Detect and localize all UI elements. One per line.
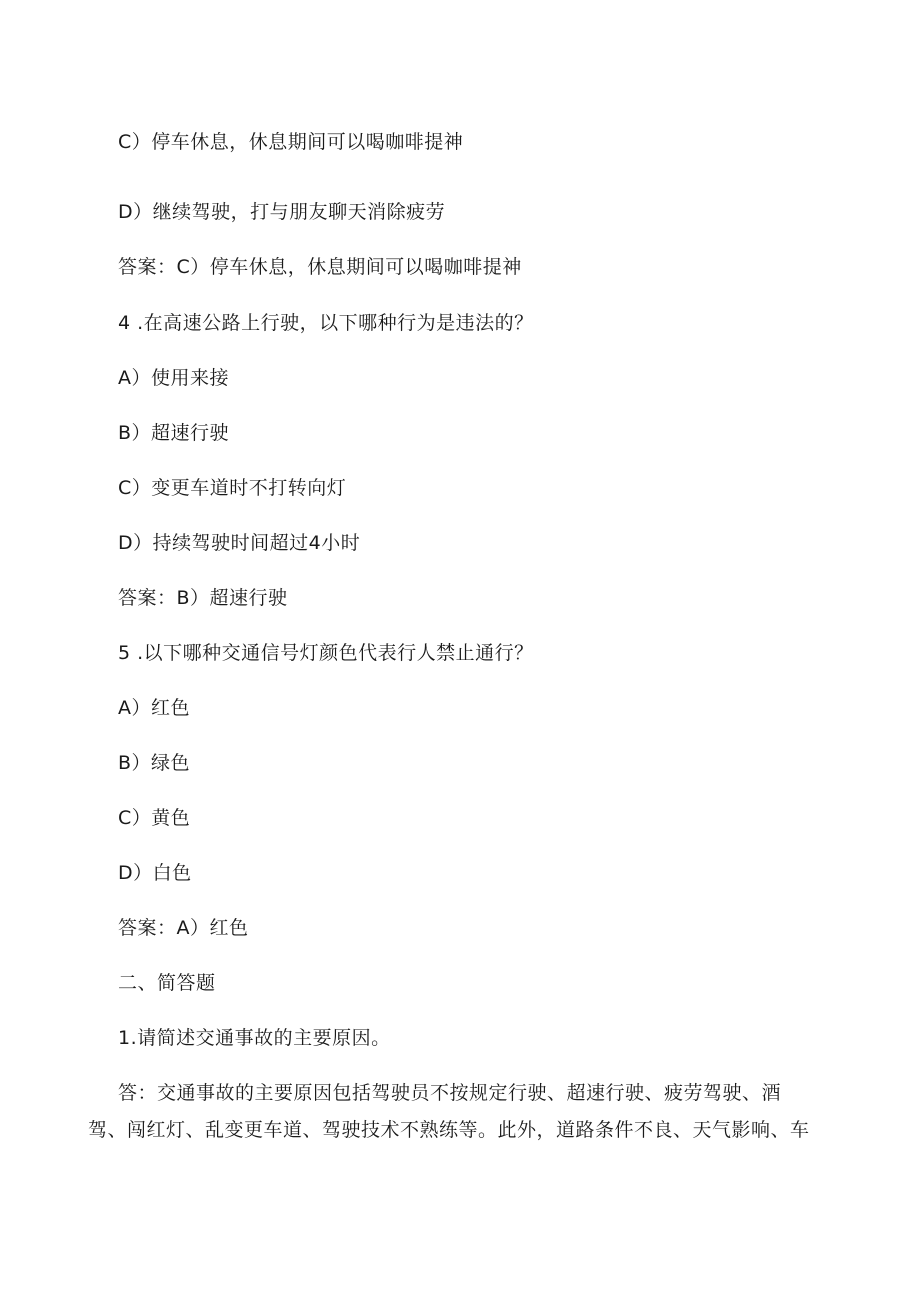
option-d-q3: D）继续驾驶，打与朋友聊天消除疲劳 — [118, 201, 446, 223]
answer-q5: 答案：A）红色 — [118, 917, 249, 939]
question-5: 5 .以下哪种交通信号灯颜色代表行人禁止通行？ — [118, 642, 534, 664]
answer-paragraph-line-1: 答：交通事故的主要原因包括驾驶员不按规定行驶、超速行驶、疲劳驾驶、酒 — [118, 1082, 782, 1104]
option-b-q4: B）超速行驶 — [118, 422, 230, 444]
option-c-q3: C）停车休息，休息期间可以喝咖啡提神 — [118, 131, 464, 153]
answer-paragraph-line-2: 驾、闯红灯、乱变更车道、驾驶技术不熟练等。此外，道路条件不良、天气影响、车 — [88, 1119, 810, 1141]
answer-q4: 答案：B）超速行驶 — [118, 587, 288, 609]
option-a-q5: A）红色 — [118, 697, 190, 719]
option-d-q4: D）持续驾驶时间超过4小时 — [118, 532, 361, 554]
answer-paragraph — [88, 1081, 838, 1142]
section-heading: 二、简答题 — [118, 972, 216, 994]
question-4: 4 .在高速公路上行驶，以下哪种行为是违法的？ — [118, 312, 534, 334]
short-answer-question-1: 1.请简述交通事故的主要原因。 — [118, 1027, 391, 1049]
option-c-q5: C）黄色 — [118, 807, 191, 829]
option-a-q4: A）使用来接 — [118, 367, 229, 389]
option-b-q5: B）绿色 — [118, 752, 191, 774]
option-c-q4: C）变更车道时不打转向灯 — [118, 477, 347, 499]
answer-q3: 答案：C）停车休息，休息期间可以喝咖啡提神 — [118, 256, 522, 278]
option-d-q5: D）白色 — [118, 862, 192, 884]
